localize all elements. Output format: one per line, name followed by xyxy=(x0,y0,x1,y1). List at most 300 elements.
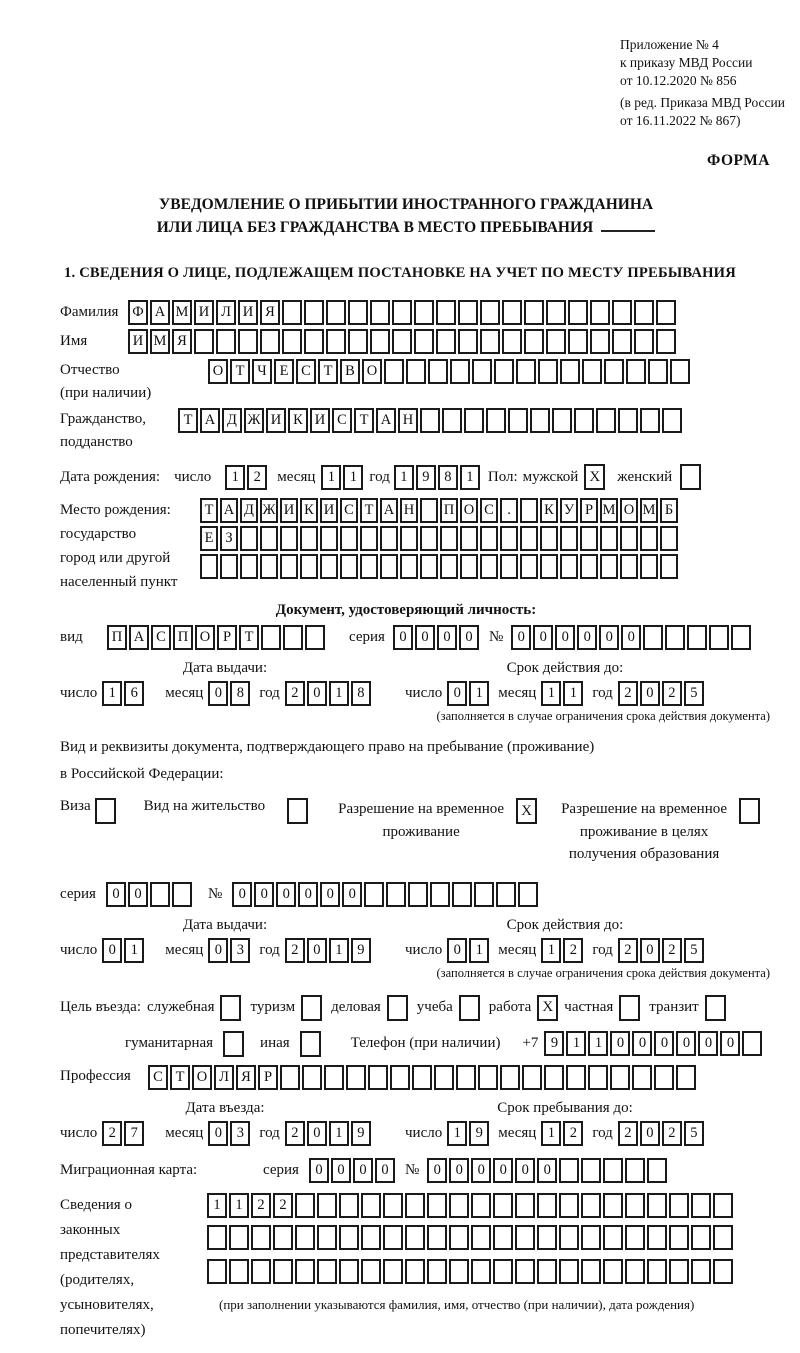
purpose-business-checkbox[interactable] xyxy=(387,995,408,1021)
char-box[interactable]: 2 xyxy=(102,1121,122,1146)
char-box[interactable] xyxy=(742,1031,762,1056)
char-box[interactable] xyxy=(471,1259,491,1284)
char-box[interactable] xyxy=(412,1065,432,1090)
char-box[interactable] xyxy=(240,554,258,579)
char-box[interactable] xyxy=(530,408,550,433)
char-box[interactable]: 2 xyxy=(285,1121,305,1146)
char-box[interactable] xyxy=(524,329,544,354)
char-box[interactable] xyxy=(669,1193,689,1218)
char-box[interactable] xyxy=(625,1193,645,1218)
char-box[interactable]: 0 xyxy=(254,882,274,907)
char-box[interactable] xyxy=(300,526,318,551)
purpose-tourism-checkbox[interactable] xyxy=(301,995,322,1021)
char-box[interactable] xyxy=(383,1259,403,1284)
char-box[interactable]: К xyxy=(300,498,318,523)
char-box[interactable] xyxy=(348,329,368,354)
char-box[interactable]: 1 xyxy=(447,1121,467,1146)
char-box[interactable] xyxy=(414,329,434,354)
char-box[interactable] xyxy=(537,1225,557,1250)
char-box[interactable]: 6 xyxy=(124,681,144,706)
char-box[interactable] xyxy=(340,526,358,551)
char-box[interactable]: 9 xyxy=(469,1121,489,1146)
char-box[interactable]: Б xyxy=(660,498,678,523)
char-box[interactable]: 1 xyxy=(229,1193,249,1218)
char-box[interactable]: Я xyxy=(172,329,192,354)
char-box[interactable] xyxy=(493,1193,513,1218)
char-box[interactable] xyxy=(643,625,663,650)
char-box[interactable]: 0 xyxy=(621,625,641,650)
char-box[interactable] xyxy=(317,1259,337,1284)
char-box[interactable] xyxy=(436,329,456,354)
char-box[interactable] xyxy=(280,554,298,579)
char-box[interactable] xyxy=(460,554,478,579)
char-box[interactable]: 0 xyxy=(632,1031,652,1056)
char-box[interactable] xyxy=(449,1225,469,1250)
char-box[interactable]: 0 xyxy=(449,1158,469,1183)
char-box[interactable] xyxy=(540,526,558,551)
char-box[interactable]: Д xyxy=(222,408,242,433)
char-box[interactable] xyxy=(596,408,616,433)
char-box[interactable] xyxy=(582,359,602,384)
char-box[interactable] xyxy=(458,329,478,354)
char-box[interactable]: 0 xyxy=(375,1158,395,1183)
char-box[interactable]: 2 xyxy=(662,1121,682,1146)
char-box[interactable]: Т xyxy=(360,498,378,523)
char-box[interactable]: Р xyxy=(580,498,598,523)
purpose-study-checkbox[interactable] xyxy=(459,995,480,1021)
char-box[interactable] xyxy=(282,300,302,325)
char-box[interactable]: 0 xyxy=(437,625,457,650)
char-box[interactable] xyxy=(295,1225,315,1250)
char-box[interactable]: 2 xyxy=(285,938,305,963)
char-box[interactable] xyxy=(348,300,368,325)
char-box[interactable] xyxy=(500,1065,520,1090)
female-checkbox[interactable] xyxy=(680,464,701,490)
char-box[interactable]: Ж xyxy=(244,408,264,433)
char-box[interactable]: М xyxy=(150,329,170,354)
char-box[interactable] xyxy=(502,329,522,354)
char-box[interactable] xyxy=(368,1065,388,1090)
char-box[interactable]: Ф xyxy=(128,300,148,325)
char-box[interactable]: А xyxy=(129,625,149,650)
char-box[interactable]: Н xyxy=(400,498,418,523)
char-box[interactable] xyxy=(361,1193,381,1218)
char-box[interactable]: 3 xyxy=(230,938,250,963)
char-box[interactable] xyxy=(625,1158,645,1183)
char-box[interactable] xyxy=(559,1225,579,1250)
char-box[interactable]: 0 xyxy=(447,681,467,706)
char-box[interactable] xyxy=(520,498,538,523)
char-box[interactable]: 1 xyxy=(541,681,561,706)
char-box[interactable] xyxy=(654,1065,674,1090)
char-box[interactable] xyxy=(324,1065,344,1090)
char-box[interactable] xyxy=(251,1225,271,1250)
char-box[interactable]: У xyxy=(560,498,578,523)
char-box[interactable] xyxy=(427,1259,447,1284)
visa-checkbox[interactable] xyxy=(95,798,116,824)
char-box[interactable] xyxy=(440,554,458,579)
char-box[interactable]: 0 xyxy=(555,625,575,650)
char-box[interactable] xyxy=(295,1193,315,1218)
char-box[interactable] xyxy=(676,1065,696,1090)
purpose-work-checkbox[interactable]: X xyxy=(537,995,558,1021)
char-box[interactable]: 0 xyxy=(537,1158,557,1183)
char-box[interactable]: 9 xyxy=(351,1121,371,1146)
char-box[interactable] xyxy=(524,300,544,325)
char-box[interactable] xyxy=(603,1158,623,1183)
char-box[interactable] xyxy=(687,625,707,650)
char-box[interactable] xyxy=(302,1065,322,1090)
char-box[interactable] xyxy=(580,526,598,551)
char-box[interactable] xyxy=(574,408,594,433)
char-box[interactable]: 1 xyxy=(469,938,489,963)
char-box[interactable] xyxy=(581,1193,601,1218)
char-box[interactable] xyxy=(662,408,682,433)
char-box[interactable]: 8 xyxy=(351,681,371,706)
char-box[interactable] xyxy=(669,1225,689,1250)
char-box[interactable] xyxy=(280,526,298,551)
char-box[interactable] xyxy=(486,408,506,433)
char-box[interactable] xyxy=(273,1259,293,1284)
char-box[interactable]: К xyxy=(540,498,558,523)
char-box[interactable]: 0 xyxy=(640,681,660,706)
char-box[interactable]: 0 xyxy=(298,882,318,907)
char-box[interactable] xyxy=(500,526,518,551)
char-box[interactable]: 2 xyxy=(247,465,267,490)
char-box[interactable] xyxy=(405,1193,425,1218)
char-box[interactable]: 0 xyxy=(307,1121,327,1146)
char-box[interactable]: О xyxy=(460,498,478,523)
purpose-official-checkbox[interactable] xyxy=(220,995,241,1021)
char-box[interactable] xyxy=(339,1225,359,1250)
char-box[interactable] xyxy=(260,526,278,551)
char-box[interactable] xyxy=(731,625,751,650)
char-box[interactable]: 1 xyxy=(563,681,583,706)
char-box[interactable] xyxy=(648,359,668,384)
char-box[interactable] xyxy=(408,882,428,907)
char-box[interactable]: 5 xyxy=(684,1121,704,1146)
char-box[interactable] xyxy=(361,1225,381,1250)
char-box[interactable] xyxy=(305,625,325,650)
char-box[interactable]: 2 xyxy=(662,681,682,706)
char-box[interactable]: 0 xyxy=(232,882,252,907)
char-box[interactable]: 0 xyxy=(307,681,327,706)
char-box[interactable] xyxy=(508,408,528,433)
char-box[interactable] xyxy=(380,526,398,551)
char-box[interactable] xyxy=(590,300,610,325)
char-box[interactable]: 0 xyxy=(106,882,126,907)
char-box[interactable]: 0 xyxy=(307,938,327,963)
char-box[interactable] xyxy=(405,1225,425,1250)
char-box[interactable] xyxy=(580,554,598,579)
char-box[interactable] xyxy=(656,300,676,325)
char-box[interactable] xyxy=(566,1065,586,1090)
char-box[interactable] xyxy=(392,329,412,354)
char-box[interactable] xyxy=(220,554,238,579)
char-box[interactable]: 2 xyxy=(273,1193,293,1218)
char-box[interactable]: 0 xyxy=(393,625,413,650)
char-box[interactable] xyxy=(384,359,404,384)
char-box[interactable]: 0 xyxy=(640,938,660,963)
char-box[interactable] xyxy=(420,498,438,523)
char-box[interactable]: 1 xyxy=(225,465,245,490)
char-box[interactable] xyxy=(273,1225,293,1250)
char-box[interactable]: 1 xyxy=(124,938,144,963)
char-box[interactable] xyxy=(581,1158,601,1183)
char-box[interactable] xyxy=(427,1225,447,1250)
char-box[interactable] xyxy=(360,554,378,579)
char-box[interactable]: П xyxy=(440,498,458,523)
char-box[interactable] xyxy=(560,554,578,579)
char-box[interactable]: 0 xyxy=(128,882,148,907)
char-box[interactable] xyxy=(546,300,566,325)
char-box[interactable] xyxy=(430,882,450,907)
char-box[interactable] xyxy=(691,1259,711,1284)
char-box[interactable]: О xyxy=(208,359,228,384)
char-box[interactable] xyxy=(471,1225,491,1250)
char-box[interactable] xyxy=(200,554,218,579)
char-box[interactable] xyxy=(493,1225,513,1250)
char-box[interactable] xyxy=(538,359,558,384)
char-box[interactable] xyxy=(500,554,518,579)
char-box[interactable]: 1 xyxy=(329,938,349,963)
char-box[interactable] xyxy=(610,1065,630,1090)
char-box[interactable]: Т xyxy=(170,1065,190,1090)
char-box[interactable] xyxy=(612,300,632,325)
char-box[interactable] xyxy=(450,359,470,384)
char-box[interactable] xyxy=(520,554,538,579)
char-box[interactable]: 0 xyxy=(427,1158,447,1183)
char-box[interactable] xyxy=(660,554,678,579)
char-box[interactable]: Н xyxy=(398,408,418,433)
char-box[interactable]: О xyxy=(192,1065,212,1090)
char-box[interactable]: 0 xyxy=(415,625,435,650)
char-box[interactable] xyxy=(320,554,338,579)
residence-permit-checkbox[interactable] xyxy=(287,798,308,824)
char-box[interactable] xyxy=(588,1065,608,1090)
char-box[interactable] xyxy=(647,1193,667,1218)
char-box[interactable] xyxy=(544,1065,564,1090)
char-box[interactable] xyxy=(449,1259,469,1284)
char-box[interactable]: 1 xyxy=(460,465,480,490)
char-box[interactable] xyxy=(474,882,494,907)
char-box[interactable] xyxy=(552,408,572,433)
char-box[interactable] xyxy=(640,526,658,551)
char-box[interactable] xyxy=(600,554,618,579)
char-box[interactable]: 0 xyxy=(342,882,362,907)
char-box[interactable] xyxy=(442,408,462,433)
char-box[interactable] xyxy=(496,882,516,907)
char-box[interactable] xyxy=(295,1259,315,1284)
char-box[interactable]: К xyxy=(288,408,308,433)
char-box[interactable]: Е xyxy=(274,359,294,384)
char-box[interactable] xyxy=(320,526,338,551)
purpose-humanitarian-checkbox[interactable] xyxy=(223,1031,244,1057)
char-box[interactable] xyxy=(339,1193,359,1218)
char-box[interactable]: 0 xyxy=(720,1031,740,1056)
char-box[interactable] xyxy=(691,1193,711,1218)
char-box[interactable]: 1 xyxy=(588,1031,608,1056)
char-box[interactable]: В xyxy=(340,359,360,384)
char-box[interactable]: 0 xyxy=(511,625,531,650)
char-box[interactable] xyxy=(618,408,638,433)
char-box[interactable]: 0 xyxy=(208,681,228,706)
char-box[interactable]: 0 xyxy=(654,1031,674,1056)
char-box[interactable] xyxy=(251,1259,271,1284)
char-box[interactable]: С xyxy=(480,498,498,523)
char-box[interactable] xyxy=(709,625,729,650)
char-box[interactable]: 0 xyxy=(353,1158,373,1183)
char-box[interactable]: 2 xyxy=(563,1121,583,1146)
char-box[interactable]: 0 xyxy=(698,1031,718,1056)
char-box[interactable] xyxy=(240,526,258,551)
char-box[interactable] xyxy=(261,625,281,650)
char-box[interactable]: С xyxy=(332,408,352,433)
char-box[interactable] xyxy=(390,1065,410,1090)
char-box[interactable] xyxy=(502,300,522,325)
char-box[interactable] xyxy=(713,1193,733,1218)
char-box[interactable] xyxy=(420,408,440,433)
char-box[interactable] xyxy=(713,1225,733,1250)
char-box[interactable] xyxy=(300,554,318,579)
char-box[interactable] xyxy=(340,554,358,579)
char-box[interactable]: 1 xyxy=(541,938,561,963)
char-box[interactable] xyxy=(229,1259,249,1284)
char-box[interactable] xyxy=(216,329,236,354)
male-checkbox[interactable]: X xyxy=(584,464,605,490)
char-box[interactable]: 1 xyxy=(541,1121,561,1146)
char-box[interactable]: 1 xyxy=(329,1121,349,1146)
char-box[interactable]: А xyxy=(380,498,398,523)
char-box[interactable] xyxy=(428,359,448,384)
char-box[interactable] xyxy=(604,359,624,384)
char-box[interactable]: И xyxy=(310,408,330,433)
purpose-other-checkbox[interactable] xyxy=(300,1031,321,1057)
char-box[interactable] xyxy=(304,300,324,325)
char-box[interactable]: Т xyxy=(230,359,250,384)
char-box[interactable]: 9 xyxy=(351,938,371,963)
char-box[interactable] xyxy=(603,1225,623,1250)
purpose-private-checkbox[interactable] xyxy=(619,995,640,1021)
char-box[interactable] xyxy=(480,554,498,579)
char-box[interactable] xyxy=(283,625,303,650)
char-box[interactable] xyxy=(406,359,426,384)
char-box[interactable] xyxy=(480,300,500,325)
char-box[interactable] xyxy=(603,1193,623,1218)
char-box[interactable] xyxy=(581,1259,601,1284)
char-box[interactable]: 1 xyxy=(102,681,122,706)
char-box[interactable] xyxy=(194,329,214,354)
char-box[interactable]: И xyxy=(266,408,286,433)
char-box[interactable]: 0 xyxy=(208,1121,228,1146)
char-box[interactable] xyxy=(380,554,398,579)
char-box[interactable] xyxy=(207,1225,227,1250)
char-box[interactable] xyxy=(559,1158,579,1183)
char-box[interactable] xyxy=(370,329,390,354)
char-box[interactable]: 2 xyxy=(618,681,638,706)
char-box[interactable]: 0 xyxy=(459,625,479,650)
char-box[interactable]: 1 xyxy=(394,465,414,490)
char-box[interactable] xyxy=(434,1065,454,1090)
char-box[interactable]: 1 xyxy=(321,465,341,490)
char-box[interactable] xyxy=(282,329,302,354)
char-box[interactable]: 9 xyxy=(544,1031,564,1056)
char-box[interactable] xyxy=(620,526,638,551)
char-box[interactable]: 1 xyxy=(343,465,363,490)
char-box[interactable]: 9 xyxy=(416,465,436,490)
char-box[interactable] xyxy=(405,1259,425,1284)
char-box[interactable] xyxy=(317,1193,337,1218)
char-box[interactable] xyxy=(420,554,438,579)
char-box[interactable]: 7 xyxy=(124,1121,144,1146)
char-box[interactable]: Ж xyxy=(260,498,278,523)
char-box[interactable]: 2 xyxy=(618,938,638,963)
char-box[interactable] xyxy=(670,359,690,384)
char-box[interactable] xyxy=(414,300,434,325)
char-box[interactable] xyxy=(691,1225,711,1250)
char-box[interactable] xyxy=(238,329,258,354)
char-box[interactable] xyxy=(560,526,578,551)
char-box[interactable] xyxy=(620,554,638,579)
char-box[interactable] xyxy=(560,359,580,384)
char-box[interactable]: 0 xyxy=(599,625,619,650)
char-box[interactable]: 3 xyxy=(230,1121,250,1146)
char-box[interactable] xyxy=(326,329,346,354)
char-box[interactable]: Р xyxy=(258,1065,278,1090)
char-box[interactable] xyxy=(559,1193,579,1218)
char-box[interactable] xyxy=(361,1259,381,1284)
char-box[interactable]: П xyxy=(107,625,127,650)
char-box[interactable]: . xyxy=(500,498,518,523)
char-box[interactable]: 0 xyxy=(320,882,340,907)
char-box[interactable] xyxy=(480,329,500,354)
char-box[interactable]: 0 xyxy=(610,1031,630,1056)
char-box[interactable] xyxy=(440,526,458,551)
char-box[interactable]: 8 xyxy=(230,681,250,706)
char-box[interactable] xyxy=(400,554,418,579)
char-box[interactable]: Т xyxy=(178,408,198,433)
char-box[interactable]: А xyxy=(220,498,238,523)
char-box[interactable]: Т xyxy=(239,625,259,650)
char-box[interactable] xyxy=(640,408,660,433)
char-box[interactable] xyxy=(540,554,558,579)
char-box[interactable] xyxy=(383,1225,403,1250)
char-box[interactable]: 0 xyxy=(208,938,228,963)
char-box[interactable] xyxy=(436,300,456,325)
char-box[interactable]: М xyxy=(600,498,618,523)
char-box[interactable]: 2 xyxy=(563,938,583,963)
char-box[interactable]: И xyxy=(320,498,338,523)
char-box[interactable]: 0 xyxy=(640,1121,660,1146)
char-box[interactable]: О xyxy=(620,498,638,523)
char-box[interactable]: 2 xyxy=(285,681,305,706)
char-box[interactable]: И xyxy=(280,498,298,523)
char-box[interactable] xyxy=(471,1193,491,1218)
char-box[interactable] xyxy=(480,526,498,551)
char-box[interactable] xyxy=(456,1065,476,1090)
purpose-transit-checkbox[interactable] xyxy=(705,995,726,1021)
char-box[interactable]: 1 xyxy=(469,681,489,706)
char-box[interactable] xyxy=(364,882,384,907)
char-box[interactable] xyxy=(494,359,514,384)
char-box[interactable] xyxy=(339,1259,359,1284)
char-box[interactable] xyxy=(559,1259,579,1284)
temp-residence-edu-checkbox[interactable] xyxy=(739,798,760,824)
char-box[interactable] xyxy=(647,1259,667,1284)
char-box[interactable]: 0 xyxy=(309,1158,329,1183)
char-box[interactable] xyxy=(460,526,478,551)
char-box[interactable] xyxy=(515,1193,535,1218)
